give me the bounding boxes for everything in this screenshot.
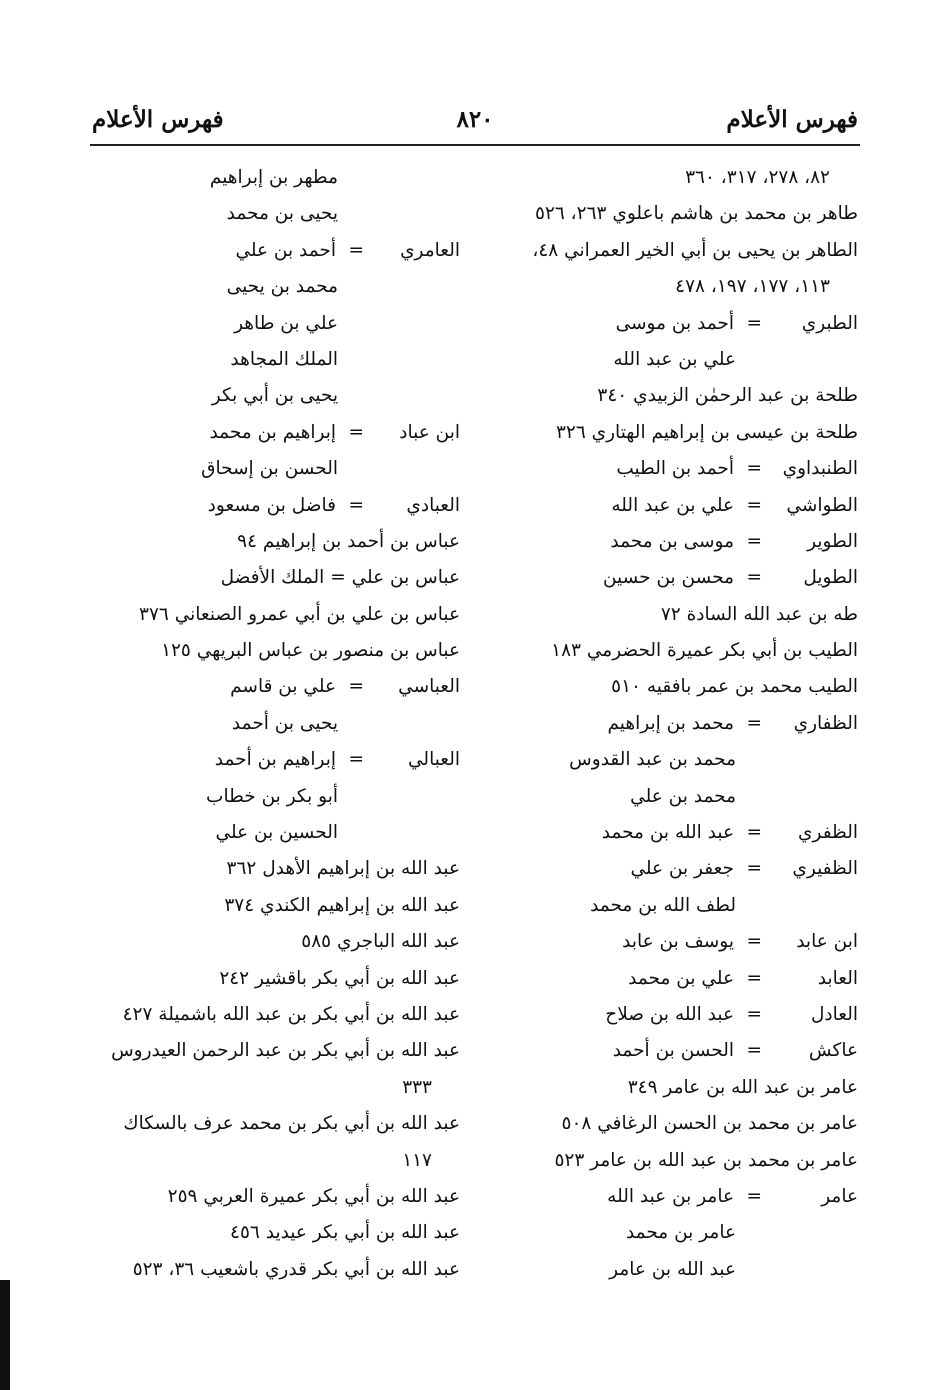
index-cross-reference bbox=[480, 706, 858, 742]
entry-text: يحيى بن أبي بكر bbox=[211, 385, 338, 407]
index-cross-reference bbox=[88, 742, 460, 778]
ref-key: الطوير bbox=[807, 530, 858, 552]
index-sub-entry bbox=[480, 1252, 858, 1288]
index-entry bbox=[88, 851, 460, 887]
ref-target: جعفر بن علي bbox=[630, 858, 734, 880]
ref-target: علي بن قاسم bbox=[230, 676, 336, 698]
index-cross-reference bbox=[88, 233, 460, 269]
index-sub-entry bbox=[480, 779, 858, 815]
ref-key: ابن عباد bbox=[399, 421, 460, 443]
ref-equals: = bbox=[746, 494, 762, 516]
entry-text: عباس بن علي بن أبي عمرو الصنعاني ٣٧٦ bbox=[139, 603, 460, 625]
entry-text: طه بن عبد الله السادة ٧٢ bbox=[660, 603, 858, 625]
ref-target: موسى بن محمد bbox=[610, 530, 734, 552]
ref-key: العبالي bbox=[408, 749, 460, 771]
entry-text: عباس بن علي = الملك الأفضل bbox=[220, 567, 460, 589]
entry-text: عبد الله بن أبي بكر عميرة العربي ٢٥٩ bbox=[167, 1185, 460, 1207]
index-sub-entry bbox=[480, 888, 858, 924]
index-sub-entry bbox=[480, 1215, 858, 1251]
entry-text: طاهر بن محمد بن هاشم باعلوي ٢٦٣، ٥٢٦ bbox=[534, 203, 858, 225]
index-continuation bbox=[88, 1070, 460, 1106]
ref-target: عامر بن عبد الله bbox=[607, 1185, 734, 1207]
ref-key: الطويل bbox=[803, 567, 858, 589]
index-sub-entry bbox=[480, 742, 858, 778]
entry-text: طلحة بن عبد الرحمٰن الزبيدي ٣٤٠ bbox=[597, 385, 858, 407]
ref-equals: = bbox=[746, 858, 762, 880]
entry-text: عبد الله بن إبراهيم الأهدل ٣٦٢ bbox=[226, 858, 460, 880]
index-continuation bbox=[480, 269, 858, 305]
index-sub-entry bbox=[88, 306, 460, 342]
index-sub-entry bbox=[88, 269, 460, 305]
entry-text: عبد الله بن أبي بكر عيديد ٤٥٦ bbox=[230, 1222, 460, 1244]
ref-equals: = bbox=[746, 967, 762, 989]
scan-edge-shadow bbox=[0, 1280, 10, 1390]
ref-equals: = bbox=[348, 494, 364, 516]
ref-target: الحسن بن أحمد bbox=[612, 1040, 734, 1062]
index-entry bbox=[480, 1106, 858, 1142]
running-title-left: فهرس الأعلام bbox=[92, 106, 224, 133]
index-cross-reference bbox=[480, 451, 858, 487]
index-cross-reference bbox=[480, 851, 858, 887]
ref-target: يوسف بن عابد bbox=[622, 931, 734, 953]
ref-target: إبراهيم بن أحمد bbox=[214, 749, 336, 771]
entry-text: عباس بن أحمد بن إبراهيم ٩٤ bbox=[237, 530, 460, 552]
entry-text: مطهر بن إبراهيم bbox=[209, 167, 338, 188]
ref-equals: = bbox=[746, 530, 762, 552]
ref-key: الطواشي bbox=[786, 494, 858, 516]
entry-text: عباس بن منصور بن عباس البريهي ١٢٥ bbox=[161, 640, 460, 662]
index-entry bbox=[480, 669, 858, 705]
entry-text: الطاهر بن يحيى بن أبي الخير العمراني ٤٨، bbox=[532, 239, 858, 261]
entry-text: ١١٧ bbox=[402, 1149, 432, 1171]
ref-key: العباسي bbox=[398, 676, 460, 698]
index-cross-reference bbox=[480, 1033, 858, 1069]
entry-text: الحسين بن علي bbox=[215, 822, 338, 844]
ref-equals: = bbox=[746, 1040, 762, 1062]
entry-text: عامر بن محمد بن الحسن الرغافي ٥٠٨ bbox=[561, 1113, 858, 1135]
ref-equals: = bbox=[348, 676, 364, 698]
entry-text: يحيى بن أحمد bbox=[231, 712, 338, 734]
index-entry bbox=[88, 597, 460, 633]
index-sub-entry bbox=[480, 342, 858, 378]
ref-target: علي بن محمد bbox=[628, 967, 734, 989]
ref-key: الظفيري bbox=[792, 858, 858, 880]
running-title-right: فهرس الأعلام bbox=[726, 106, 858, 133]
index-sub-entry bbox=[88, 815, 460, 851]
index-cross-reference bbox=[480, 997, 858, 1033]
entry-text: عبد الله بن أبي بكر بن عبد الرحمن العيدروس bbox=[111, 1040, 460, 1062]
entry-text: الطيب محمد بن عمر بافقيه ٥١٠ bbox=[611, 676, 858, 698]
index-continuation bbox=[480, 160, 858, 196]
index-entry bbox=[88, 924, 460, 960]
entry-text: ١١٣، ١٧٧، ١٩٧، ٤٧٨ bbox=[675, 276, 830, 298]
ref-equals: = bbox=[348, 421, 364, 443]
index-entry bbox=[480, 1070, 858, 1106]
ref-target: محمد بن إبراهيم bbox=[607, 712, 734, 734]
ref-equals: = bbox=[746, 1185, 762, 1207]
index-entry bbox=[480, 415, 858, 451]
entry-text: محمد بن عبد القدوس bbox=[569, 749, 736, 771]
ref-key: العابد bbox=[817, 967, 858, 989]
page-header bbox=[90, 100, 860, 140]
index-cross-reference bbox=[480, 961, 858, 997]
entry-text: محمد بن يحيى bbox=[226, 276, 338, 298]
ref-key: الظفري bbox=[798, 822, 858, 844]
ref-target: إبراهيم بن محمد bbox=[209, 421, 336, 443]
ref-target: أحمد بن موسى bbox=[615, 312, 734, 334]
index-entry bbox=[88, 961, 460, 997]
entry-text: عبد الله بن أبي بكر قدري باشعيب ٣٦، ٥٢٣ bbox=[132, 1258, 460, 1280]
index-sub-entry bbox=[88, 706, 460, 742]
index-entry bbox=[88, 1252, 460, 1288]
ref-equals: = bbox=[746, 931, 762, 953]
index-continuation bbox=[88, 1143, 460, 1179]
ref-target: محسن بن حسين bbox=[602, 567, 734, 589]
ref-equals: = bbox=[746, 567, 762, 589]
index-cross-reference bbox=[480, 488, 858, 524]
ref-key: العادل bbox=[810, 1003, 858, 1025]
entry-text: علي بن طاهر bbox=[234, 312, 338, 334]
index-sub-entry bbox=[88, 160, 460, 196]
left-column bbox=[88, 160, 460, 1288]
index-cross-reference bbox=[480, 560, 858, 596]
entry-text: الملك المجاهد bbox=[230, 348, 338, 370]
index-entry bbox=[88, 888, 460, 924]
index-cross-reference bbox=[88, 415, 460, 451]
index-cross-reference bbox=[480, 815, 858, 851]
ref-equals: = bbox=[746, 1003, 762, 1025]
ref-key: العامري bbox=[400, 239, 460, 261]
page-number: ٨٢٠ bbox=[456, 106, 494, 133]
index-cross-reference bbox=[88, 669, 460, 705]
entry-text: ٨٢، ٢٧٨، ٣١٧، ٣٦٠ bbox=[685, 167, 830, 188]
entry-text: الطيب بن أبي بكر عميرة الحضرمي ١٨٣ bbox=[551, 640, 858, 662]
index-cross-reference bbox=[480, 1179, 858, 1215]
index-cross-reference bbox=[480, 306, 858, 342]
index-entry bbox=[480, 378, 858, 414]
ref-equals: = bbox=[348, 239, 364, 261]
ref-key: عامر bbox=[821, 1185, 858, 1207]
entry-text: عبد الله الباجري ٥٨٥ bbox=[301, 931, 460, 953]
index-cross-reference bbox=[480, 524, 858, 560]
ref-equals: = bbox=[348, 749, 364, 771]
entry-text: عبد الله بن إبراهيم الكندي ٣٧٤ bbox=[224, 894, 460, 916]
index-entry bbox=[480, 597, 858, 633]
index-sub-entry bbox=[88, 779, 460, 815]
ref-equals: = bbox=[746, 458, 762, 480]
entry-text: محمد بن علي bbox=[630, 785, 736, 807]
entry-text: عبد الله بن عامر bbox=[609, 1258, 736, 1280]
ref-key: الطنبداوي bbox=[782, 458, 858, 480]
ref-target: فاضل بن مسعود bbox=[207, 494, 336, 516]
right-column bbox=[480, 160, 858, 1288]
ref-key: ابن عابد bbox=[796, 931, 858, 953]
entry-text: يحيى بن محمد bbox=[226, 203, 338, 225]
ref-target: أحمد بن علي bbox=[235, 239, 336, 261]
index-sub-entry bbox=[88, 196, 460, 232]
index-entry bbox=[88, 1215, 460, 1251]
index-entry bbox=[88, 997, 460, 1033]
index-entry bbox=[88, 1033, 460, 1069]
ref-equals: = bbox=[746, 712, 762, 734]
entry-text: ٣٣٣ bbox=[402, 1076, 432, 1098]
index-sub-entry bbox=[88, 378, 460, 414]
index-entry bbox=[88, 633, 460, 669]
ref-key: عاكش bbox=[808, 1040, 858, 1062]
index-entry bbox=[480, 196, 858, 232]
index-sub-entry bbox=[88, 451, 460, 487]
index-entry bbox=[88, 524, 460, 560]
entry-text: لطف الله بن محمد bbox=[590, 894, 736, 916]
ref-equals: = bbox=[746, 822, 762, 844]
entry-text: علي بن عبد الله bbox=[613, 348, 736, 370]
entry-text: عبد الله بن أبي بكر بن عبد الله باشميلة ٤٢٧ bbox=[122, 1003, 460, 1025]
ref-target: علي بن عبد الله bbox=[611, 494, 734, 516]
index-cross-reference bbox=[480, 924, 858, 960]
ref-target: عبد الله بن صلاح bbox=[605, 1003, 734, 1025]
entry-text: عامر بن محمد bbox=[625, 1222, 736, 1244]
entry-text: عبد الله بن أبي بكر بن محمد عرف بالسكاك bbox=[123, 1113, 460, 1135]
header-rule bbox=[90, 144, 860, 146]
index-entry bbox=[88, 1179, 460, 1215]
entry-text: عامر بن محمد بن عبد الله بن عامر ٥٢٣ bbox=[554, 1149, 858, 1171]
ref-key: الطبري bbox=[801, 312, 858, 334]
entry-text: أبو بكر بن خطاب bbox=[206, 785, 338, 807]
ref-key: الظفاري bbox=[793, 712, 858, 734]
index-entry bbox=[480, 1143, 858, 1179]
entry-text: عامر بن عبد الله بن عامر ٣٤٩ bbox=[627, 1076, 858, 1098]
ref-target: عبد الله بن محمد bbox=[601, 822, 734, 844]
entry-text: عبد الله بن أبي بكر باقشير ٢٤٢ bbox=[219, 967, 460, 989]
index-cross-reference bbox=[88, 488, 460, 524]
index-entry bbox=[480, 633, 858, 669]
entry-text: طلحة بن عيسى بن إبراهيم الهتاري ٣٢٦ bbox=[555, 421, 858, 443]
index-entry bbox=[480, 233, 858, 269]
entry-text: الحسن بن إسحاق bbox=[201, 458, 338, 480]
index-entry bbox=[88, 560, 460, 596]
ref-target: أحمد بن الطيب bbox=[616, 458, 734, 480]
index-entry bbox=[88, 1106, 460, 1142]
index-sub-entry bbox=[88, 342, 460, 378]
ref-equals: = bbox=[746, 312, 762, 334]
ref-key: العبادي bbox=[406, 494, 460, 516]
